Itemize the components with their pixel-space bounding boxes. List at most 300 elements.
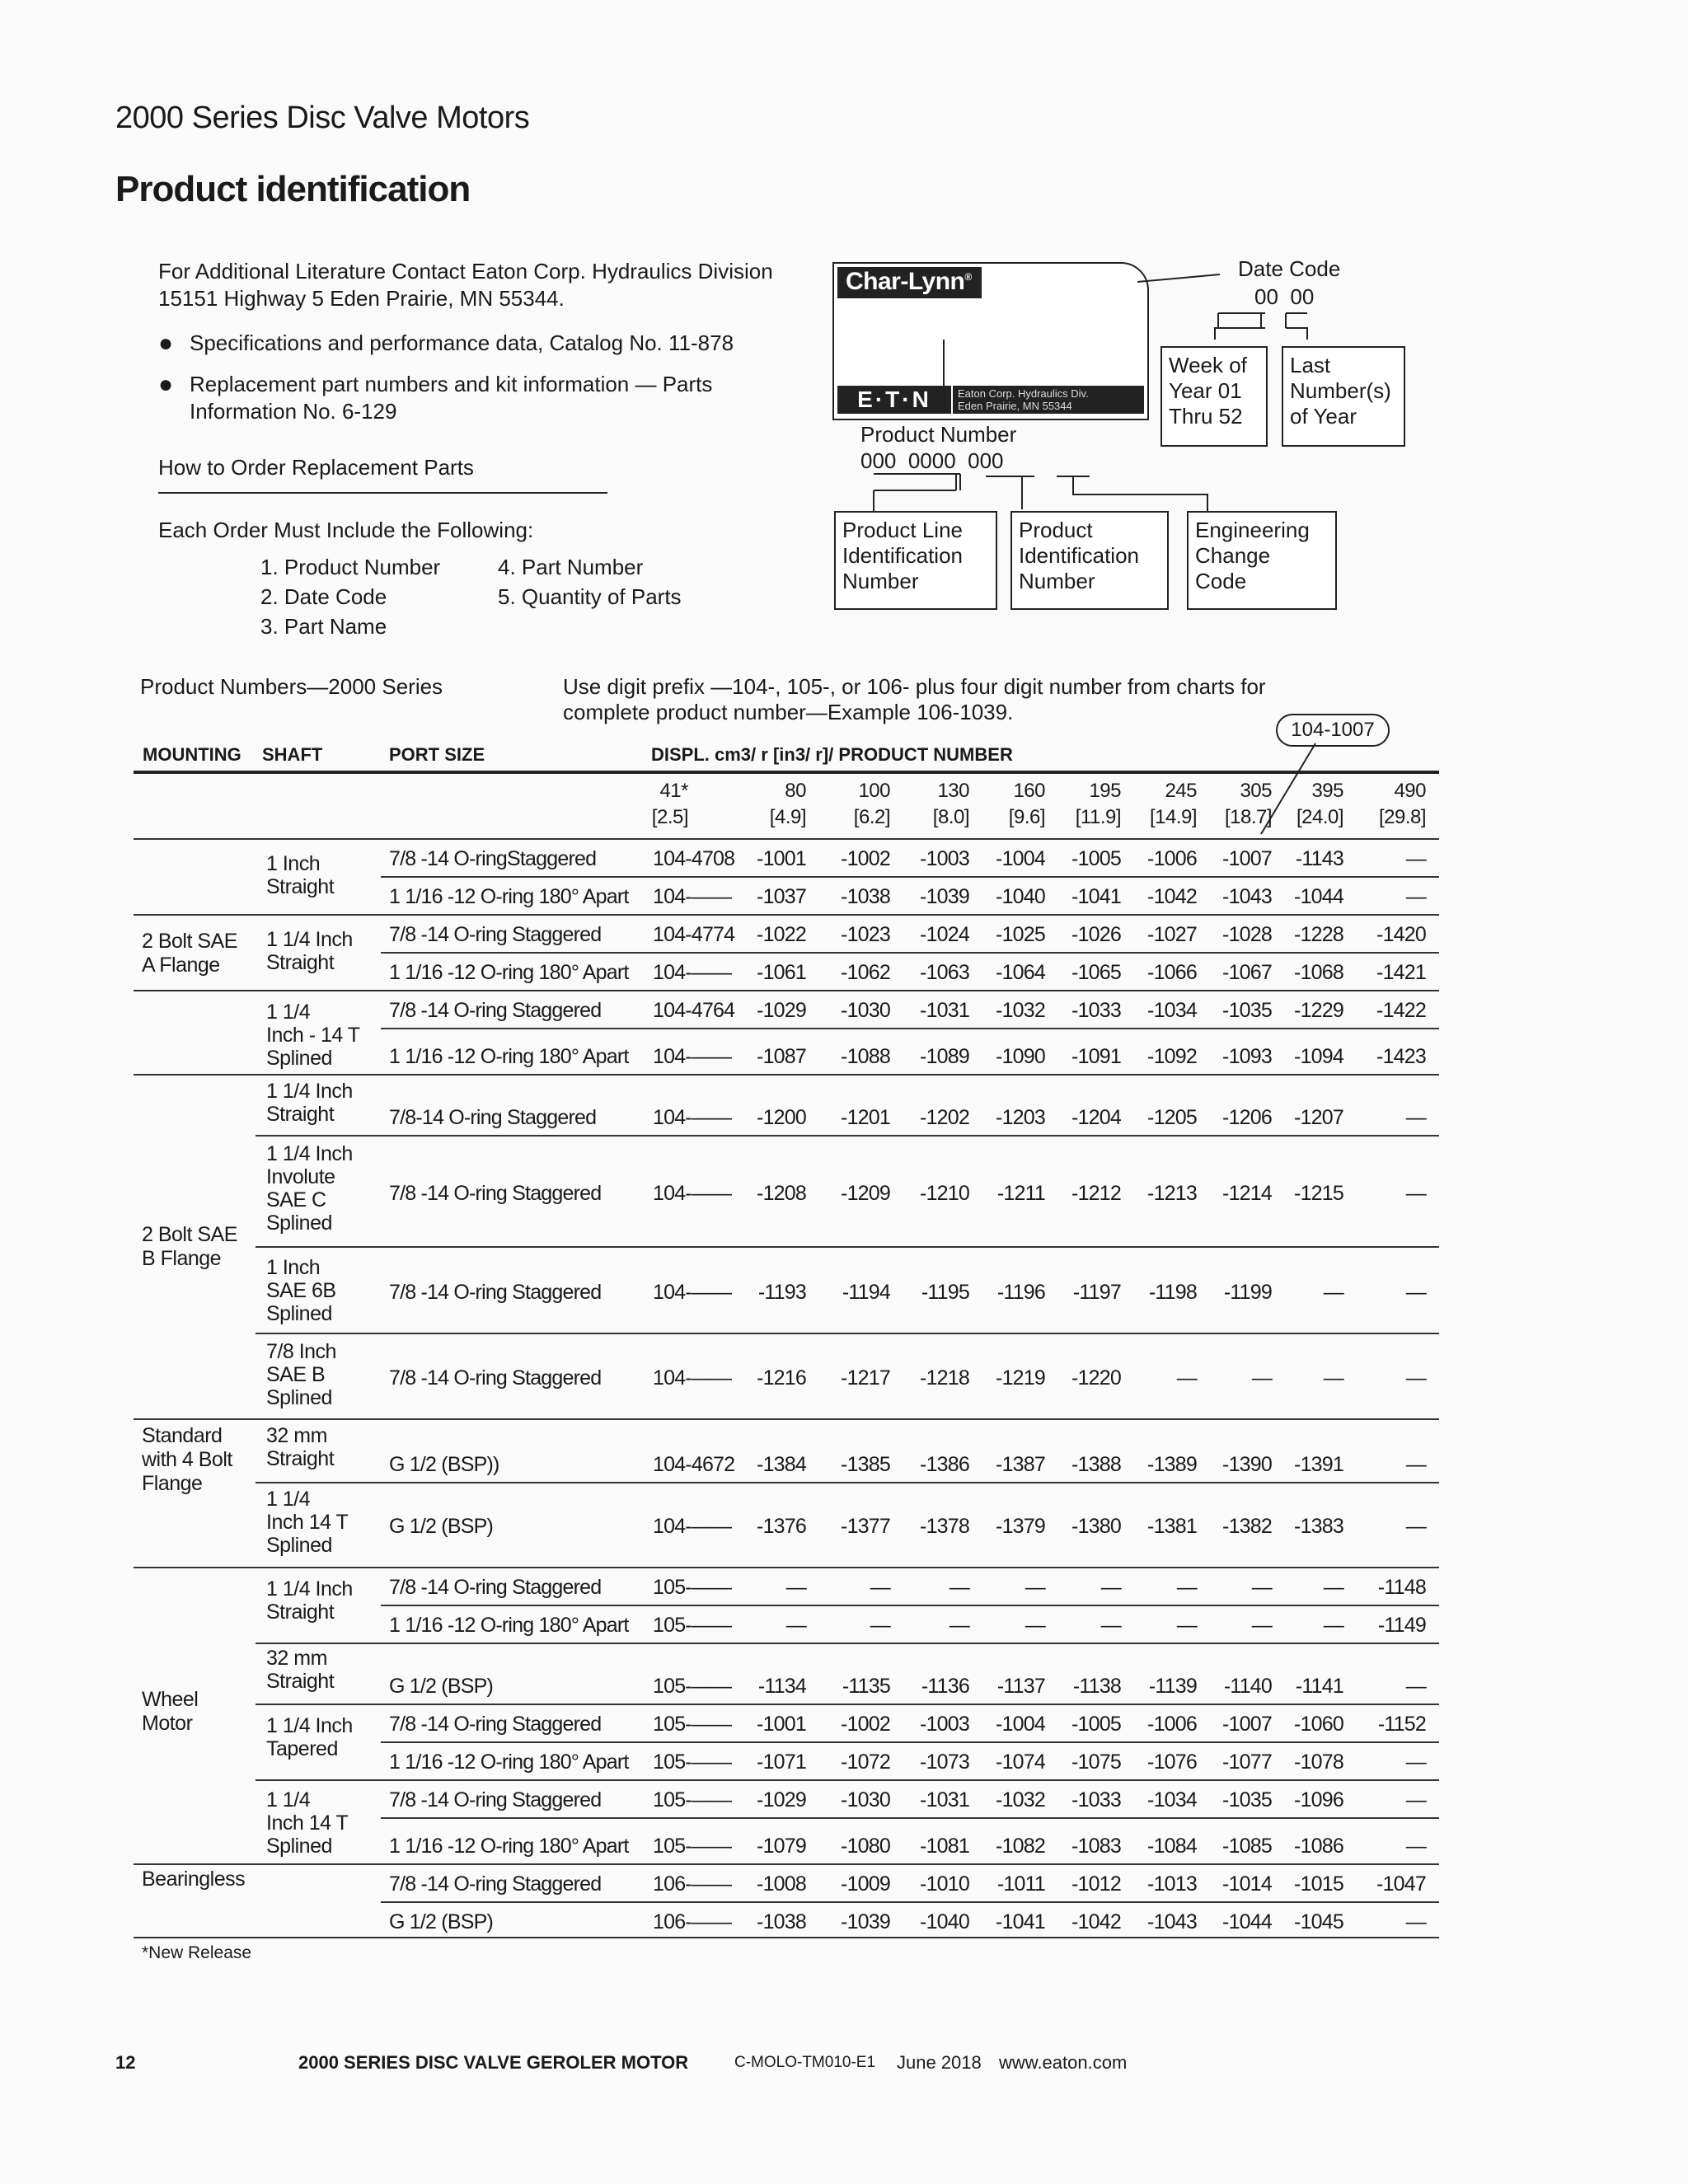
product-number: -1137: [996, 1675, 1045, 1698]
product-number: -1149: [1377, 1614, 1426, 1637]
row-rule: [134, 1863, 1439, 1865]
product-number: —: [1251, 1366, 1272, 1390]
displacement-header-in: [6.2]: [853, 806, 890, 828]
product-number: -1141: [1295, 1675, 1343, 1698]
port-size: 1 1/16 -12 O-ring 180° Apart: [389, 1835, 629, 1858]
series-title: 2000 Series Disc Valve Motors: [115, 101, 530, 135]
product-number: -1385: [841, 1453, 890, 1476]
product-number: -1211: [996, 1182, 1045, 1205]
product-prefix: 104-——: [653, 885, 732, 908]
product-number: -1204: [1071, 1106, 1121, 1129]
product-prefix: 105-——: [653, 1675, 732, 1698]
product-number: -1024: [920, 923, 969, 946]
product-number: -1198: [1148, 1281, 1197, 1304]
port-size: 7/8 -14 O-ring Staggered: [389, 999, 602, 1022]
mounting-label: Standard with 4 Bolt Flange: [142, 1424, 232, 1495]
brand-name: Char-Lynn: [846, 268, 965, 295]
product-number: -1218: [920, 1366, 969, 1390]
product-number: -1002: [841, 847, 890, 870]
product-number: —: [1405, 1366, 1426, 1390]
row-rule: [134, 1937, 1439, 1938]
product-number: -1006: [1147, 847, 1197, 870]
product-number: -1136: [921, 1675, 969, 1698]
box-line: Year 01: [1169, 378, 1242, 403]
product-number: -1140: [1223, 1675, 1272, 1698]
product-number: —: [785, 1614, 806, 1637]
product-number: -1060: [1294, 1713, 1343, 1736]
product-number: -1012: [1071, 1872, 1121, 1896]
port-size: 7/8 -14 O-ring Staggered: [389, 1182, 602, 1205]
product-number: -1087: [757, 1045, 806, 1068]
product-number: —: [1176, 1366, 1197, 1390]
product-number: -1094: [1294, 1045, 1343, 1068]
order-item: 4. Part Number: [498, 555, 644, 579]
port-size: G 1/2 (BSP): [389, 1910, 493, 1933]
order-item: 3. Part Name: [260, 614, 387, 639]
box-line: Code: [1195, 569, 1247, 593]
product-number: —: [1405, 847, 1426, 870]
displacement-header: 160: [1013, 780, 1045, 802]
address-line: Eaton Corp. Hydraulics Div.: [958, 387, 1089, 400]
product-number: -1006: [1147, 1713, 1197, 1736]
box-line: Week of: [1169, 353, 1247, 377]
date-code-value: 00 00: [1254, 284, 1315, 309]
product-number: -1040: [920, 1910, 969, 1933]
product-number: -1083: [1071, 1835, 1121, 1858]
product-number: -1220: [1071, 1366, 1121, 1390]
product-number: —: [1251, 1576, 1272, 1599]
product-number: -1200: [757, 1106, 806, 1129]
product-number: -1214: [1222, 1182, 1272, 1205]
product-number: -1030: [841, 999, 890, 1022]
header-displacement: DISPL. cm3/ r [in3/ r]/ PRODUCT NUMBER: [651, 744, 1013, 765]
product-number: -1042: [1071, 1910, 1121, 1933]
product-number: -1092: [1147, 1045, 1197, 1068]
product-number: -1381: [1147, 1515, 1197, 1538]
product-number: -1009: [841, 1872, 890, 1896]
product-number: -1002: [841, 1713, 890, 1736]
product-number: -1044: [1222, 1910, 1272, 1933]
displacement-header-in: [9.6]: [1008, 806, 1045, 828]
row-rule: [381, 1901, 1439, 1903]
product-number: —: [1405, 1453, 1426, 1476]
box-line: Number: [842, 569, 919, 593]
port-size: 7/8 -14 O-ring Staggered: [389, 1576, 602, 1599]
product-number: -1143: [1295, 847, 1343, 870]
product-number: —: [1405, 1788, 1426, 1811]
box-line: Number(s): [1290, 378, 1391, 403]
product-number: -1379: [996, 1515, 1045, 1538]
order-item: 1. Product Number: [260, 555, 441, 579]
product-number: -1068: [1294, 961, 1343, 984]
port-size: 7/8 -14 O-ring Staggered: [389, 1872, 602, 1896]
row-rule: [256, 1482, 1439, 1483]
product-number: -1042: [1147, 885, 1197, 908]
box-line: Identification: [842, 543, 963, 568]
displacement-header-in: [29.8]: [1378, 806, 1426, 828]
product-number: -1014: [1222, 1872, 1272, 1896]
product-number: —: [1405, 1182, 1426, 1205]
product-number: -1210: [920, 1182, 969, 1205]
table-rule: [134, 838, 1439, 840]
product-number: -1001: [757, 1713, 806, 1736]
product-number: -1376: [757, 1515, 806, 1538]
product-number: -1074: [996, 1750, 1045, 1774]
shaft-label: 7/8 Inch SAE B Splined: [266, 1340, 336, 1409]
product-number: -1039: [920, 885, 969, 908]
product-number-value: 000 0000 000: [860, 448, 1004, 473]
mounting-label: 2 Bolt SAE A Flange: [142, 930, 237, 977]
product-number: -1383: [1294, 1515, 1343, 1538]
displacement-header: 395: [1311, 780, 1343, 802]
product-number: -1388: [1071, 1453, 1121, 1476]
product-number: -1193: [757, 1281, 806, 1304]
product-number: —: [870, 1576, 890, 1599]
page-number: 12: [115, 2052, 136, 2073]
product-number: -1005: [1071, 847, 1121, 870]
shaft-label: 1 1/4 Inch Straight: [266, 1577, 353, 1624]
product-prefix: 105-——: [653, 1713, 732, 1736]
box-line: Last: [1290, 353, 1331, 377]
product-number: -1212: [1071, 1182, 1121, 1205]
box-line: Change: [1195, 543, 1271, 568]
product-number: -1041: [996, 1910, 1045, 1933]
product-number: —: [1323, 1576, 1343, 1599]
example-callout: 104-1007: [1276, 714, 1390, 747]
displacement-header: 305: [1240, 780, 1272, 802]
port-size: 7/8 -14 O-ringStaggered: [389, 847, 597, 870]
product-number: -1033: [1071, 1788, 1121, 1811]
row-rule: [256, 1779, 1439, 1781]
date-code-label: Date Code: [1238, 256, 1341, 281]
product-number: —: [949, 1576, 969, 1599]
port-size: 7/8-14 O-ring Staggered: [389, 1106, 597, 1129]
displacement-header-in: [2.5]: [651, 806, 688, 828]
product-number: -1096: [1294, 1788, 1343, 1811]
product-prefix: 105-——: [653, 1576, 732, 1599]
shaft-label: 1 1/4 Inch 14 T Splined: [266, 1488, 349, 1557]
product-number: -1030: [841, 1788, 890, 1811]
product-number: -1037: [757, 885, 806, 908]
product-prefix: 105-——: [653, 1835, 732, 1858]
product-number: -1090: [996, 1045, 1045, 1068]
product-number: -1202: [920, 1106, 969, 1129]
footer-date: June 2018: [897, 2052, 982, 2073]
shaft-label: 1 1/4 Inch - 14 T Splined: [266, 1001, 360, 1070]
product-number: -1045: [1294, 1910, 1343, 1933]
port-size: G 1/2 (BSP)): [389, 1453, 499, 1476]
order-item: 5. Quantity of Parts: [498, 584, 682, 609]
product-number: -1035: [1222, 999, 1272, 1022]
product-number: -1035: [1222, 1788, 1272, 1811]
product-number: -1078: [1294, 1750, 1343, 1774]
product-number: -1389: [1147, 1453, 1197, 1476]
product-number: -1085: [1222, 1835, 1272, 1858]
product-prefix: 106-——: [653, 1910, 732, 1933]
product-number: -1194: [842, 1281, 890, 1304]
product-number: —: [1405, 1515, 1426, 1538]
product-number: -1207: [1294, 1106, 1343, 1129]
displacement-header: 80: [785, 780, 806, 802]
product-number: -1005: [1071, 1713, 1121, 1736]
box-line: Identification: [1019, 543, 1139, 568]
eaton-logo: E·T·N: [837, 386, 951, 414]
doc-code: C-MOLO-TM010-E1: [734, 2054, 876, 2071]
shaft-label: 1 Inch SAE 6B Splined: [266, 1256, 336, 1325]
shaft-label: 1 1/4 Inch Involute SAE C Splined: [266, 1142, 353, 1235]
product-number: -1032: [996, 1788, 1045, 1811]
product-number: -1209: [841, 1182, 890, 1205]
product-number: -1067: [1222, 961, 1272, 984]
product-prefix: 105-——: [653, 1788, 732, 1811]
product-number: -1203: [996, 1106, 1045, 1129]
box-line: Thru 52: [1169, 404, 1243, 429]
product-number: -1201: [841, 1106, 890, 1129]
product-number: —: [1405, 1106, 1426, 1129]
product-prefix: 104-——: [653, 961, 732, 984]
product-number: -1076: [1147, 1750, 1197, 1774]
product-number: -1072: [841, 1750, 890, 1774]
product-number: -1033: [1071, 999, 1121, 1022]
product-number: -1071: [757, 1750, 806, 1774]
product-number: -1027: [1147, 923, 1197, 946]
product-number: —: [1100, 1576, 1121, 1599]
product-numbers-label: Product Numbers—2000 Series: [140, 674, 443, 699]
product-number: -1380: [1071, 1515, 1121, 1538]
product-number: -1065: [1071, 961, 1121, 984]
product-number: -1029: [757, 1788, 806, 1811]
product-number: —: [1176, 1614, 1197, 1637]
header-shaft: SHAFT: [262, 744, 323, 765]
product-number: -1420: [1376, 923, 1426, 946]
product-number: -1195: [921, 1281, 969, 1304]
box-line: of Year: [1290, 404, 1357, 429]
product-number: -1004: [996, 847, 1045, 870]
product-number: -1063: [920, 961, 969, 984]
product-number: -1213: [1147, 1182, 1197, 1205]
shaft-label: 32 mm Straight: [266, 1424, 335, 1470]
product-number: -1421: [1376, 961, 1426, 984]
displacement-header: 245: [1165, 780, 1197, 802]
product-number: -1028: [1222, 923, 1272, 946]
shaft-label: 1 1/4 Inch Straight: [266, 1080, 353, 1126]
product-number: -1208: [757, 1182, 806, 1205]
bullet-icon: ●: [158, 371, 174, 398]
product-number: -1023: [841, 923, 890, 946]
product-number: -1064: [996, 961, 1045, 984]
product-number: -1134: [757, 1675, 806, 1698]
product-number: -1229: [1294, 999, 1343, 1022]
order-item: 2. Date Code: [260, 584, 387, 609]
product-number: -1040: [996, 885, 1045, 908]
row-rule: [381, 1817, 1439, 1819]
product-prefix: 105-——: [653, 1750, 732, 1774]
displacement-header-in: [8.0]: [932, 806, 969, 828]
product-number: -1093: [1222, 1045, 1272, 1068]
literature-contact: For Additional Literature Contact Eaton Corp. Hydraulics Division 15151 Highway 5 Eden Prairie, MN 55344.: [158, 259, 773, 311]
product-number: -1043: [1147, 1910, 1197, 1933]
mounting-label: 2 Bolt SAE B Flange: [142, 1223, 237, 1270]
product-number: -1091: [1071, 1045, 1121, 1068]
row-rule: [381, 1741, 1439, 1743]
row-rule: [256, 1333, 1439, 1334]
shaft-label: 1 1/4 Inch 14 T Splined: [266, 1788, 349, 1858]
product-number: —: [1100, 1614, 1121, 1637]
product-number: -1384: [757, 1453, 806, 1476]
product-prefix: 104-——: [653, 1182, 732, 1205]
product-number: -1422: [1376, 999, 1426, 1022]
product-number: -1138: [1072, 1675, 1121, 1698]
product-number: -1206: [1222, 1106, 1272, 1129]
footer-title: 2000 SERIES DISC VALVE GEROLER MOTOR: [298, 2052, 689, 2073]
product-number: -1089: [920, 1045, 969, 1068]
product-number: -1011: [996, 1872, 1045, 1896]
product-number: -1228: [1294, 923, 1343, 946]
product-number: -1382: [1222, 1515, 1272, 1538]
bullet-text: Specifications and performance data, Catalog No. 11-878: [190, 330, 734, 355]
box-line: Product: [1019, 518, 1093, 542]
product-prefix: 104-——: [653, 1515, 732, 1538]
row-rule: [134, 1567, 1439, 1568]
row-rule: [134, 914, 1439, 916]
product-number: -1082: [996, 1835, 1045, 1858]
product-number: -1029: [757, 999, 806, 1022]
product-number: -1205: [1147, 1106, 1197, 1129]
displacement-header: 41*: [659, 780, 688, 802]
port-size: 7/8 -14 O-ring Staggered: [389, 923, 602, 946]
product-number: -1032: [996, 999, 1045, 1022]
product-number: -1084: [1147, 1835, 1197, 1858]
port-size: 1 1/16 -12 O-ring 180° Apart: [389, 1045, 629, 1068]
product-number: -1139: [1148, 1675, 1197, 1698]
row-rule: [134, 990, 1439, 991]
product-number: —: [1405, 1281, 1426, 1304]
product-number: -1391: [1294, 1453, 1343, 1476]
product-number: —: [1323, 1281, 1343, 1304]
product-number: -1086: [1294, 1835, 1343, 1858]
product-number: -1007: [1222, 847, 1272, 870]
product-number: -1423: [1376, 1045, 1426, 1068]
product-number: -1217: [841, 1366, 890, 1390]
product-number: -1378: [920, 1515, 969, 1538]
address-line: Eden Prairie, MN 55344: [958, 400, 1072, 412]
port-size: 1 1/16 -12 O-ring 180° Apart: [389, 961, 629, 984]
product-prefix: 104-4774: [653, 923, 735, 946]
product-number: -1008: [757, 1872, 806, 1896]
port-size: 1 1/16 -12 O-ring 180° Apart: [389, 885, 629, 908]
product-number: -1199: [1223, 1281, 1272, 1304]
product-number: -1387: [996, 1453, 1045, 1476]
mounting-label: Bearingless: [142, 1868, 246, 1891]
row-rule: [381, 952, 1439, 954]
product-number: -1034: [1147, 999, 1197, 1022]
product-number: -1135: [842, 1675, 890, 1698]
product-number: -1152: [1377, 1713, 1426, 1736]
product-number: -1010: [920, 1872, 969, 1896]
product-prefix: 104-——: [653, 1281, 732, 1304]
row-rule: [134, 1074, 1439, 1076]
product-number: -1077: [1222, 1750, 1272, 1774]
product-number: -1039: [841, 1910, 890, 1933]
product-number: —: [949, 1614, 969, 1637]
product-number: —: [1405, 1835, 1426, 1858]
product-number: —: [1025, 1614, 1045, 1637]
product-number: -1015: [1294, 1872, 1343, 1896]
product-number: -1041: [1071, 885, 1121, 908]
product-number: -1390: [1222, 1453, 1272, 1476]
row-rule: [256, 1135, 1439, 1137]
product-number: -1003: [920, 1713, 969, 1736]
product-number: -1216: [757, 1366, 806, 1390]
displacement-header: 490: [1394, 780, 1426, 802]
displacement-header-in: [4.9]: [769, 806, 806, 828]
product-number: -1073: [920, 1750, 969, 1774]
row-rule: [256, 1643, 1439, 1644]
box-line: Product Line: [842, 518, 963, 542]
displacement-header-in: [24.0]: [1296, 806, 1343, 828]
product-number: -1196: [996, 1281, 1045, 1304]
product-number: -1004: [996, 1713, 1045, 1736]
callout-leader: [0, 0, 1688, 857]
product-number: —: [1323, 1366, 1343, 1390]
row-rule: [256, 1704, 1439, 1705]
product-prefix: 104-——: [653, 1366, 732, 1390]
prefix-note: Use digit prefix —104-, 105-, or 106- plus four digit number from charts for complete product number—Example 106-1039.: [563, 674, 1266, 724]
displacement-header-in: [18.7]: [1224, 806, 1272, 828]
product-number: -1038: [757, 1910, 806, 1933]
box-line: Engineering: [1195, 518, 1310, 542]
product-number: —: [1405, 1910, 1426, 1933]
product-number: -1081: [920, 1835, 969, 1858]
product-prefix: 104-4672: [653, 1453, 735, 1476]
product-number: —: [1405, 1750, 1426, 1774]
page-title: Product identification: [115, 169, 471, 209]
bullet-icon: ●: [158, 330, 174, 357]
product-prefix: 106-——: [653, 1872, 732, 1896]
product-number: —: [1405, 1675, 1426, 1698]
product-number: -1026: [1071, 923, 1121, 946]
product-number: -1038: [841, 885, 890, 908]
product-number: -1075: [1071, 1750, 1121, 1774]
product-number: —: [1176, 1576, 1197, 1599]
product-number: -1219: [996, 1366, 1045, 1390]
product-number: -1031: [920, 999, 969, 1022]
product-number: -1377: [841, 1515, 890, 1538]
product-number: -1148: [1377, 1576, 1426, 1599]
product-number: —: [1025, 1576, 1045, 1599]
port-size: 1 1/16 -12 O-ring 180° Apart: [389, 1614, 629, 1637]
product-prefix: 105-——: [653, 1614, 732, 1637]
product-number: -1007: [1222, 1713, 1272, 1736]
shaft-label: 1 1/4 Inch Tapered: [266, 1714, 353, 1760]
registered-mark: ®: [964, 271, 972, 283]
port-size: G 1/2 (BSP): [389, 1675, 493, 1698]
product-number: -1034: [1147, 1788, 1197, 1811]
product-number: -1197: [1072, 1281, 1121, 1304]
row-rule: [381, 1028, 1439, 1029]
displacement-header: 100: [858, 780, 890, 802]
port-size: 7/8 -14 O-ring Staggered: [389, 1281, 602, 1304]
displacement-header-in: [11.9]: [1075, 806, 1121, 828]
product-number: —: [1251, 1614, 1272, 1637]
product-prefix: 104-——: [653, 1045, 732, 1068]
row-rule: [134, 1418, 1439, 1420]
product-number: —: [1323, 1614, 1343, 1637]
port-size: G 1/2 (BSP): [389, 1515, 493, 1538]
port-size: 7/8 -14 O-ring Staggered: [389, 1788, 602, 1811]
header-rule: [134, 771, 1439, 774]
product-number: —: [1405, 885, 1426, 908]
